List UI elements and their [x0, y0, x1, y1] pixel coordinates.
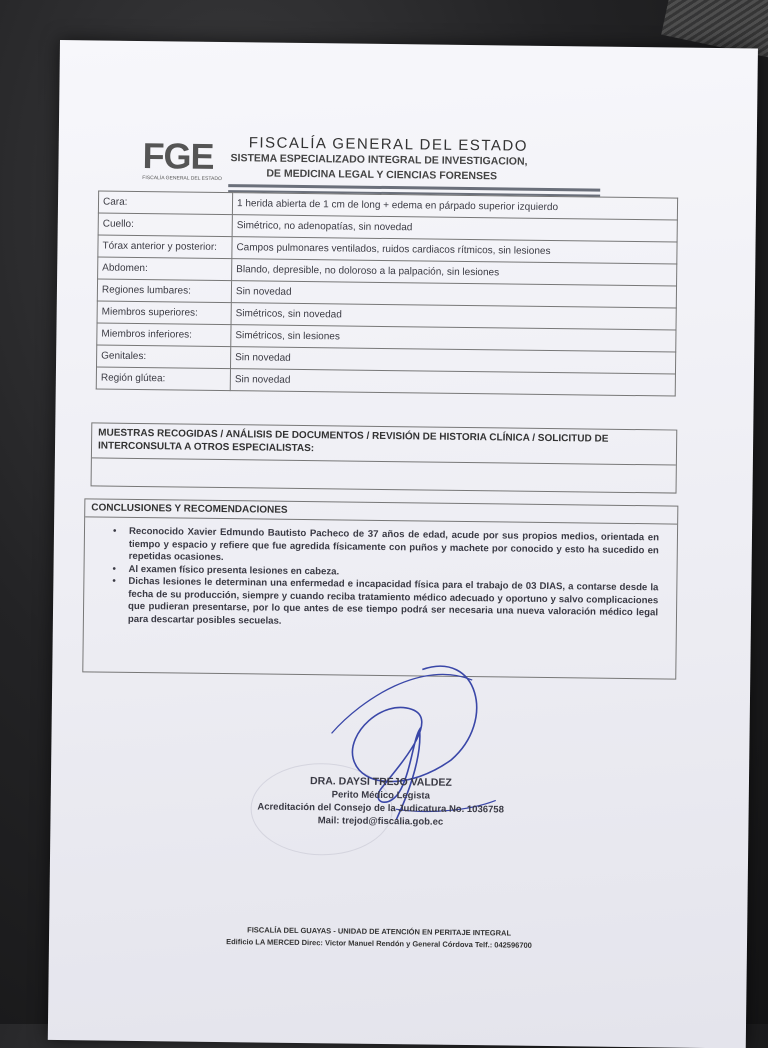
conclusions-list: [84, 525, 677, 632]
signer-name: DRA. DAYSI TREJO VALDEZ: [310, 775, 452, 789]
header-title: FISCALÍA GENERAL DEL ESTADO: [248, 134, 529, 155]
logo-text: FGE: [142, 135, 214, 177]
exam-value: Sin novedad: [230, 369, 675, 396]
samples-section: [91, 422, 678, 493]
exam-value: Sin novedad: [230, 347, 675, 374]
signer-role: Perito Médico Legista: [331, 789, 430, 802]
exam-label: Genitales:: [97, 345, 231, 369]
physical-exam-table: [96, 190, 678, 396]
bullet-icon: •: [112, 563, 116, 575]
header-line-2: SISTEMA ESPECIALIZADO INTEGRAL DE INVESTIGACION,: [230, 152, 528, 168]
signer-accreditation: Acreditación del Consejo de la Judicatura No. 1036758: [257, 801, 504, 816]
document-page: [48, 40, 758, 1048]
exam-value: Sin novedad: [231, 281, 676, 308]
fge-logo: [142, 135, 223, 182]
exam-value: Campos pulmonares ventilados, ruidos cardiacos rítmicos, sin lesiones: [232, 237, 677, 264]
bullet-icon: •: [112, 525, 117, 537]
exam-label: Miembros inferiores:: [97, 323, 231, 347]
conclusion-text: Reconocido Xavier Edmundo Bautisto Pacheco de 37 años de edad, acude por sus propios medios, orientada en tiempo y espacio y refiere que fue agredida físicamente con puños y machete por conocido y esto ha sucedido en repetidas ocasiones.: [128, 525, 660, 564]
exam-label: Región glútea:: [96, 367, 230, 391]
samples-title: MUESTRAS RECOGIDAS / ANÁLISIS DE DOCUMENTOS / REVISIÓN DE HISTORIA CLÍNICA / SOLICITUD DE INTERCONSULTA A OTROS ESPECIALISTAS:: [92, 423, 676, 465]
conclusion-text: Al examen físico presenta lesiones en cabeza.: [128, 563, 340, 577]
logo-subtitle: FISCALÍA GENERAL DEL ESTADO: [142, 175, 222, 182]
exam-label: Tórax anterior y posterior:: [98, 235, 232, 259]
list-item: [112, 575, 659, 632]
exam-label: Miembros superiores:: [97, 301, 231, 325]
exam-value: Simétrico, no adenopatías, sin novedad: [232, 215, 677, 242]
signature-block: [230, 774, 531, 830]
header-line-3: DE MEDICINA LEGAL Y CIENCIAS FORENSES: [266, 167, 498, 183]
exam-value: Simétricos, sin novedad: [231, 303, 676, 330]
footer-line-1: FISCALÍA DEL GUAYAS - UNIDAD DE ATENCIÓN EN PERITAJE INTEGRAL: [247, 925, 512, 938]
footer-line-2: Edificio LA MERCED Direc: Victor Manuel Rendón y General Córdova Telf.: 042596700: [226, 937, 532, 950]
exam-label: Abdomen:: [98, 257, 232, 281]
exam-label: Regiones lumbares:: [97, 279, 231, 303]
exam-label: Cara:: [98, 191, 232, 215]
exam-value: Blando, depresible, no doloroso a la palpación, sin lesiones: [232, 259, 677, 286]
bullet-icon: •: [112, 575, 116, 587]
exam-value: Simétricos, sin lesiones: [231, 325, 676, 352]
exam-value: 1 herida abierta de 1 cm de long + edema en párpado superior izquierdo: [232, 193, 677, 220]
signer-mail: Mail: trejod@fiscalia.gob.ec: [317, 815, 444, 828]
document-footer: [169, 923, 589, 952]
conclusions-title: CONCLUSIONES Y RECOMENDACIONES: [85, 499, 677, 524]
exam-label: Cuello:: [98, 213, 232, 237]
conclusion-text: Dichas lesiones le determinan una enfermedad e incapacidad física para el trabajo de 03 DIAS, a contarse desde la fecha de su producción, siempre y cuando reciba tratamiento médico adecuado y oportuno y salvo complicaciones que pudieran presentarse, por lo que antes de ese tiempo podrá ser necesaria una nueva valoración médico legal para descartar posibles secuelas.: [127, 575, 659, 627]
